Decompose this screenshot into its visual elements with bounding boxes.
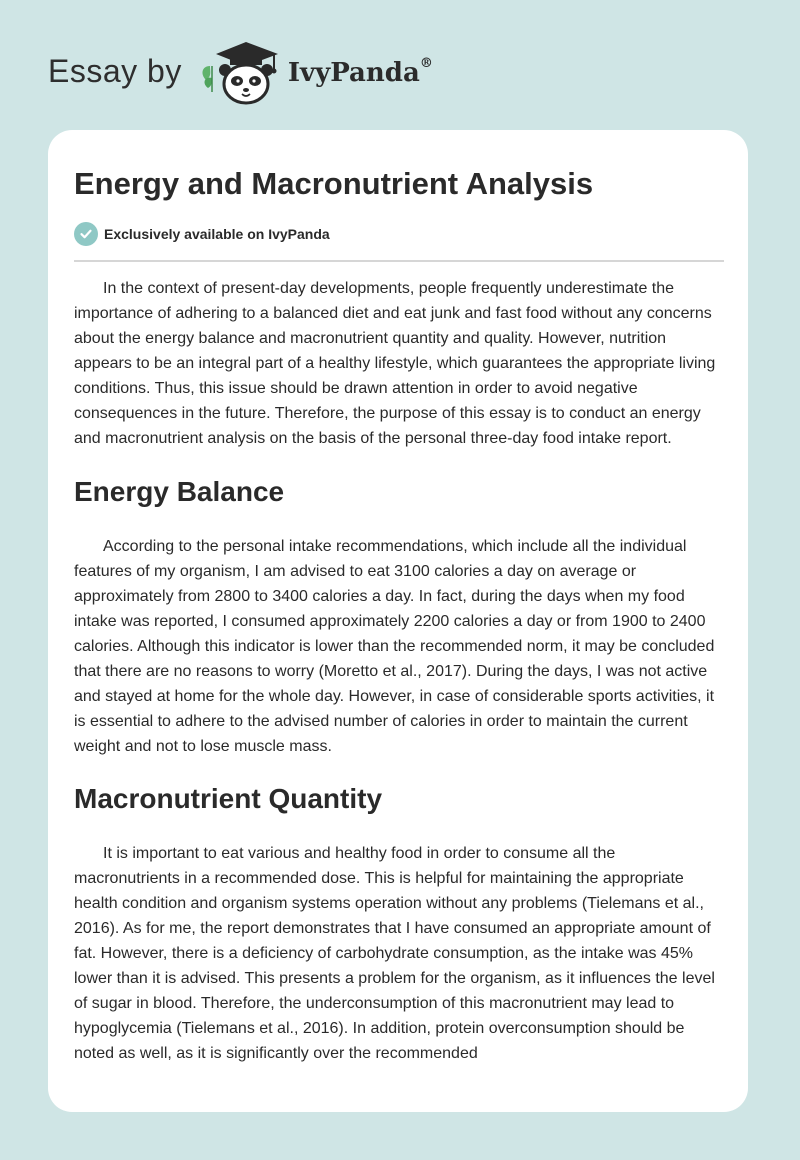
essay-by-label: Essay by	[48, 52, 182, 89]
leaf-icon	[202, 66, 211, 92]
page-title: Energy and Macronutrient Analysis	[74, 166, 594, 201]
panda-graduation-cap-icon[interactable]	[198, 36, 284, 106]
section-heading-energy-balance: Energy Balance	[74, 476, 285, 507]
site-header	[48, 36, 433, 106]
exclusive-badge	[74, 222, 330, 246]
check-icon	[74, 222, 98, 246]
macronutrient-quantity-paragraph: It is important to eat various and healthy food in order to consume all the macronutrients in a recommended dose. This is helpful for maintaining the appropriate health condition and organism systems operation without any problems (Tielemans et al., 2016). As for me, the report demonstrates that I have consumed an appropriate amount of fat. However, there is a deficiency of carbohydrate consumption, as the intake was 45% lower than it is advised. This presents a problem for the organism, as it influences the level of sugar in blood. Therefore, the underconsumption of this macronutrient may lead to hypoglycemia (Tielemans et al., 2016). In addition, protein overconsumption should be noted as well, as it is significantly over the recommended	[74, 845, 715, 1062]
section-heading-macronutrient-quantity: Macronutrient Quantity	[74, 783, 383, 814]
essay-body	[74, 276, 724, 1066]
essay-card	[48, 130, 748, 1112]
intro-paragraph: In the context of present-day developments, people frequently underestimate the importance of adhering to a balanced diet and eat junk and fast food without any concerns about the energy balance and macronutrient quantity and quality. However, nutrition appears to be an integral part of a healthy lifestyle, which guarantees the appropriate living conditions. Thus, this issue should be drawn attention in order to avoid negative consequences in the future. Therefore, the purpose of this essay is to conduct an energy and macronutrient analysis on the basis of the personal three-day food intake report.	[74, 280, 716, 447]
divider	[74, 260, 724, 262]
brand-name[interactable]: IvyPanda®	[287, 56, 433, 88]
energy-balance-paragraph: According to the personal intake recommendations, which include all the individual features of my organism, I am advised to eat 3100 calories a day on average or approximately from 2800 to 3400 calories a day. In fact, during the days when my food intake was reported, I consumed approximately 2200 calories a day or from 1900 to 2400 calories. Although this indicator is lower than the recommended norm, it may be concluded that there are no reasons to worry (Moretto et al., 2017). During the days, I was not active and stayed at home for the whole day. However, in case of considerable sports activities, it is essential to adhere to the advised number of calories in order to maintain the current weight and not to lose muscle mass.	[74, 538, 715, 755]
exclusive-badge-label: Exclusively available on IvyPanda	[104, 226, 330, 242]
